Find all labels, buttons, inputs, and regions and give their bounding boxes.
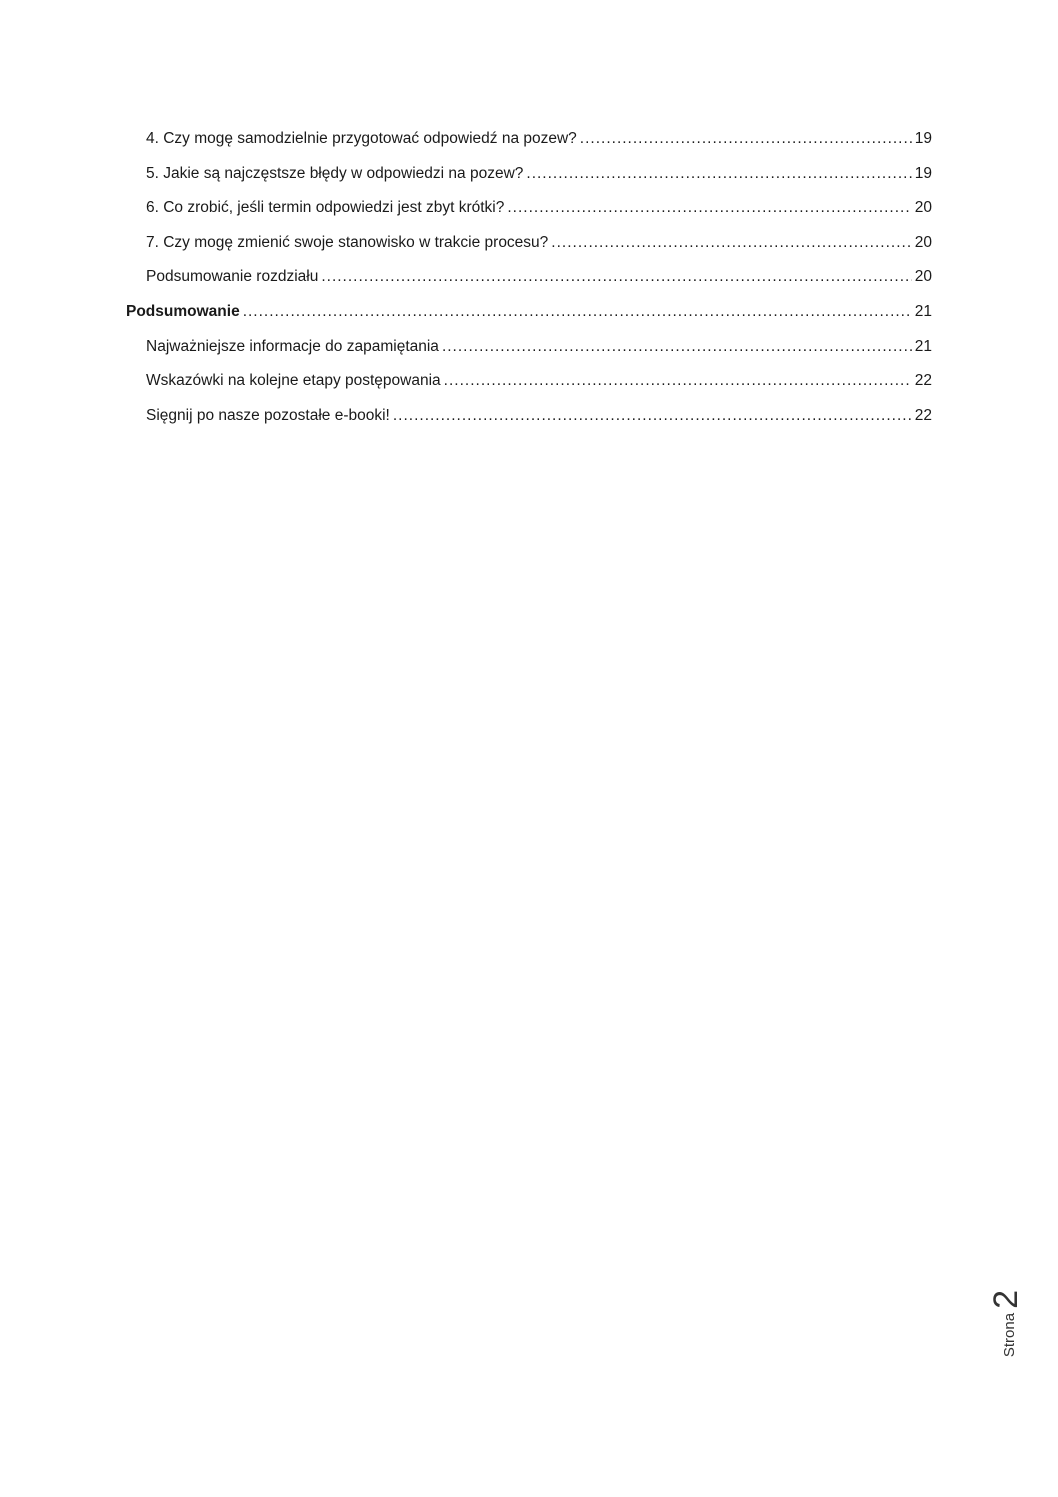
toc-dot-leader — [580, 126, 912, 152]
toc-entry[interactable] — [126, 368, 932, 403]
toc-entry-chapter[interactable] — [126, 299, 932, 334]
toc-entry-title: 7. Czy mogę zmienić swoje stanowisko w trakcie procesu? — [146, 233, 549, 251]
toc-dot-leader — [551, 230, 911, 256]
page-number: 2 — [987, 1290, 1025, 1309]
toc-entry[interactable] — [126, 126, 932, 161]
toc-entry[interactable] — [126, 195, 932, 230]
toc-dot-leader — [507, 195, 911, 221]
toc-entry-title: Podsumowanie rozdziału — [146, 268, 319, 286]
toc-entry-page: 22 — [914, 372, 932, 390]
toc-entry-page: 19 — [914, 164, 932, 182]
toc-entry-title: Sięgnij po nasze pozostałe e-booki! — [146, 406, 390, 424]
toc-entry-page: 19 — [914, 130, 932, 147]
toc-dot-leader — [243, 299, 912, 325]
toc-entry-page: 22 — [914, 406, 932, 424]
toc-entry-title: 6. Co zrobić, jeśli termin odpowiedzi jest zbyt krótki? — [146, 199, 505, 217]
toc-entry-page: 21 — [914, 337, 932, 355]
toc-dot-leader — [526, 161, 911, 187]
toc-entry-title: Najważniejsze informacje do zapamiętania — [146, 337, 439, 355]
toc-entry[interactable] — [126, 403, 932, 438]
toc-dot-leader — [393, 403, 912, 429]
page-footer — [983, 1290, 1023, 1380]
toc-entry-page: 20 — [914, 199, 932, 217]
toc-entry-page: 20 — [914, 268, 932, 286]
toc-entry[interactable] — [126, 264, 932, 299]
toc-entry-title: 5. Jakie są najczęstsze błędy w odpowiedzi na pozew? — [146, 164, 524, 182]
toc-entry[interactable] — [126, 334, 932, 369]
page-number-block — [983, 1290, 1023, 1380]
toc-entry-title: 4. Czy mogę samodzielnie przygotować odpowiedź na pozew? — [146, 130, 577, 147]
toc-entry[interactable] — [126, 230, 932, 265]
toc-dot-leader — [442, 334, 912, 360]
toc-dot-leader — [321, 264, 911, 290]
table-of-contents — [126, 126, 932, 437]
toc-entry-page: 20 — [914, 233, 932, 251]
toc-entry-title: Wskazówki na kolejne etapy postępowania — [146, 372, 441, 390]
toc-dot-leader — [444, 368, 912, 394]
toc-entry-page: 21 — [914, 302, 932, 320]
page-label: Strona — [1001, 1312, 1018, 1358]
toc-entry-title: Podsumowanie — [126, 302, 240, 320]
toc-entry[interactable] — [126, 161, 932, 196]
